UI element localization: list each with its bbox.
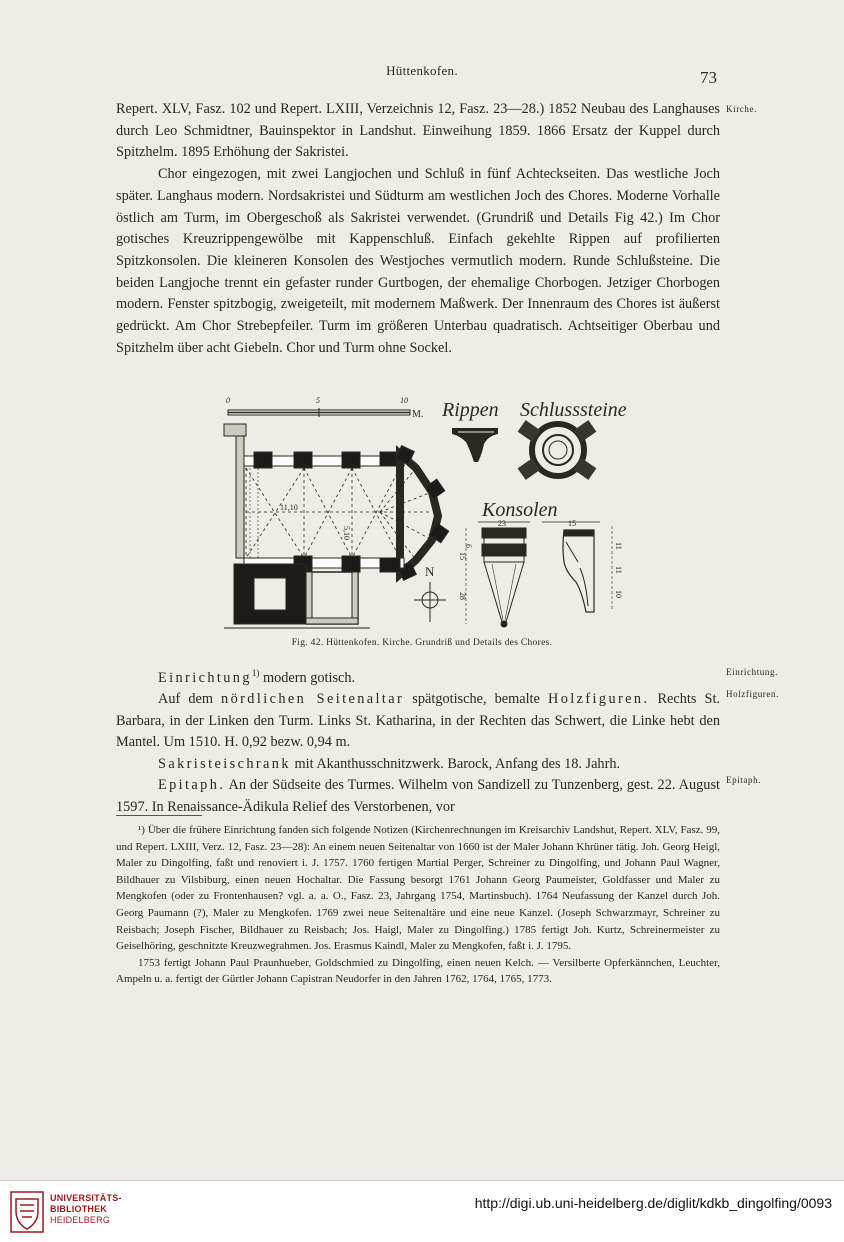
library-name-line1: UNIVERSITÄTS-	[50, 1193, 122, 1203]
scale-label-0: 0	[226, 396, 230, 405]
konsole-dim-28: 28	[458, 592, 467, 600]
paragraph-epitaph	[116, 775, 720, 818]
library-name-line3: HEIDELBERG	[50, 1215, 111, 1225]
label-rippen: Rippen	[442, 399, 499, 421]
margin-note-einrichtung: Einrichtung.	[726, 667, 778, 677]
epitaph-text: An der Südseite des Turmes. Wilhelm von Sandizell zu Tunzenberg, gest. 22. August 1597. In Renaissance-Ädikula Relief des Verstorbenen, vor	[116, 777, 720, 815]
konsole-dim-11a: 11	[614, 542, 623, 550]
konsole-dim-15b: 15	[568, 519, 576, 528]
plan-dimension-width: 5,10	[342, 526, 351, 540]
figure-42-floorplan	[220, 392, 640, 632]
main-text-top	[116, 99, 720, 359]
footnote-ref: 1)	[251, 668, 260, 678]
paragraph-altar	[116, 689, 720, 754]
scale-label-5: 5	[316, 396, 320, 405]
main-text-furnishings	[116, 663, 720, 818]
konsole-dim-15: 15	[458, 552, 467, 560]
corbel-front-detail	[458, 519, 530, 627]
library-name-line2: BIBLIOTHEK	[50, 1204, 107, 1214]
permalink-url[interactable]: http://digi.ub.uni-heidelberg.de/diglit/kdkb_dingolfing/0093	[474, 1195, 832, 1211]
footnote-2: 1753 fertigt Johann Paul Praunhueber, Goldschmied zu Dingolfing, einen neuen Kelch. — Versilberte Opferkännchen, Leuchter, Ampeln u. a. fertigt der Gürtler Johann Capistran Neudorfer in den Jahren 1762, 1764, 1765, 1773.	[116, 956, 720, 986]
altar-pre: Auf dem	[158, 691, 222, 708]
paragraph-einrichtung	[116, 663, 720, 689]
label-konsolen: Konsolen	[482, 499, 558, 521]
paragraph-sakristeischrank	[116, 754, 720, 776]
viewer-footer	[0, 1180, 844, 1242]
footnote-divider	[116, 815, 202, 816]
page-number: 73	[700, 68, 717, 87]
scale-unit: M.	[412, 409, 424, 420]
paragraph-history: Repert. XLV, Fasz. 102 und Repert. LXIII, Verzeichnis 12, Fasz. 23—28.) 1852 Neubau des Langhauses durch Leo Schmidtner, Bauinspektor in Landshut. Einweihung 1859. 1866 Ersatz der Kuppel durch Spitzhelm. 1895 Erhöhung der Sakristei.	[116, 101, 720, 161]
paragraph-description: Chor eingezogen, mit zwei Langjochen und Schluß in fünf Achteckseiten. Das westliche Joch später. Langhaus modern. Nordsakristei und Südturm am westlichen Joch des Chores. Moderne Vorhalle östlich am Turm, im Obergeschoß als Sakristei verwendet. (Grundriß und Details Fig 42.) Im Chor gotisches Kreuzrippengewölbe mit Kappenschluß. Einfach gekehlte Rippen auf profilierten Spitzkonsolen. Die kleineren Konsolen des Westjoches vermutlich modern. Runde Schlußsteine. Die beiden Langjoche trennt ein gefaster runder Gurtbogen, der ehemalige Chorbogen. Jetziger Chorbogen modern. Fenster spitzbogig, zweigeteilt, mit modernem Maßwerk. Der Innenraum des Chores ist äußerst gedrückt. Am Chor Strebepfeiler. Turm im größeren Unterbau quadratisch. Achtseitiger Oberbau und Spitzhelm über acht Giebeln. Chor und Turm ohne Sockel.	[116, 166, 720, 356]
footnote-1: ¹) Über die frühere Einrichtung fanden sich folgende Notizen (Kirchenrechnungen im Kreisarchiv Landshut, Repert. XLV, Fasz. 99, und Repert. LXIII, Verz. 12, Fasz. 23—28): An einem neuen Seitenaltar von 1660 ist der Maler Johann Khrüner tätig. Joh. Georg Heigl, Maler zu Dingolfing, faßt und renoviert i. J. 1757. 1760 fertigen Martial Perger, Schreiner zu Dingolfing, und Johann Paul Wagner, Bildhauer zu Vilsbiburg, einen neuen Hochaltar. Die Fassung besorgt 1761 Johann Georg Paumeister, Goldfasser und Maler zu Mengkofen (oder zu Frontenhausen? vgl. a. a. O., Fasz. 23, Jahrgang 1754, Martinsbuch). 1764 Neufassung der Kanzel durch Joh. Georg Paumann (?), Maler zu Mengkofen. 1769 zwei neue Seitenaltäre und eine neue Kanzel. (Joseph Schwarzmayr, Schreiner zu Reisbach; Joseph Fischer, Bildhauer zu Reisbach; Jos. Haigl, Maler zu Dingolfing.) 1785 fertigt Joh. Kurtz, Schreinermeister zu Geiselhöring, geschnitzte Kreuzwegrahmen. Jos. Erasmus Kaindl, Maler zu Mengkofen, faßt i. J. 1795.	[116, 824, 720, 953]
altar-term: nördlichen Seitenaltar	[221, 691, 405, 708]
einrichtung-term: Einrichtung	[158, 669, 252, 686]
margin-note-epitaph: Epitaph.	[726, 775, 762, 785]
margin-note-holzfiguren: Holzfiguren.	[726, 689, 779, 699]
university-seal-icon	[10, 1191, 44, 1233]
boss-stone-detail	[518, 420, 597, 480]
scale-bar	[226, 396, 423, 420]
running-title: Hüttenkofen.	[386, 63, 458, 78]
konsole-dim-23: 23	[498, 519, 506, 528]
altar-mid: spätgotische, bemalte	[404, 691, 548, 708]
konsole-dim-6: 6	[464, 544, 473, 548]
label-schlusssteine: Schlusssteine	[520, 399, 627, 421]
einrichtung-text: modern gotisch.	[259, 669, 356, 686]
north-arrow	[414, 564, 446, 622]
rib-profile-detail	[452, 428, 498, 462]
epitaph-term: Epitaph.	[158, 777, 226, 794]
corbel-side-detail	[542, 519, 623, 612]
plan-dimension-length: 11,10	[280, 503, 298, 512]
margin-note-kirche: Kirche.	[726, 104, 757, 114]
scale-label-10: 10	[400, 396, 408, 405]
sakristeischrank-term: Sakristeischrank	[158, 755, 291, 772]
sakristeischrank-text: mit Akanthusschnitzwerk. Barock, Anfang des 18. Jahrh.	[290, 755, 621, 772]
footnotes	[116, 822, 720, 988]
figure-caption: Fig. 42. Hüttenkofen. Kirche. Grundriß und Details des Chores.	[291, 638, 553, 648]
floor-plan	[224, 424, 449, 628]
konsole-dim-11b: 11	[614, 566, 623, 574]
konsole-dim-10: 10	[614, 590, 623, 598]
altar-text: Rechts St. Barbara, in der Linken den Turm. Links St. Katharina, in der Rechten das Schwert, die Linke hebt den Mantel. Um 1510. H. 0,92 bezw. 0,94 m.	[116, 691, 721, 751]
holzfiguren-term: Holzfiguren.	[547, 691, 650, 708]
library-name	[50, 1193, 122, 1226]
north-label: N	[425, 564, 435, 579]
